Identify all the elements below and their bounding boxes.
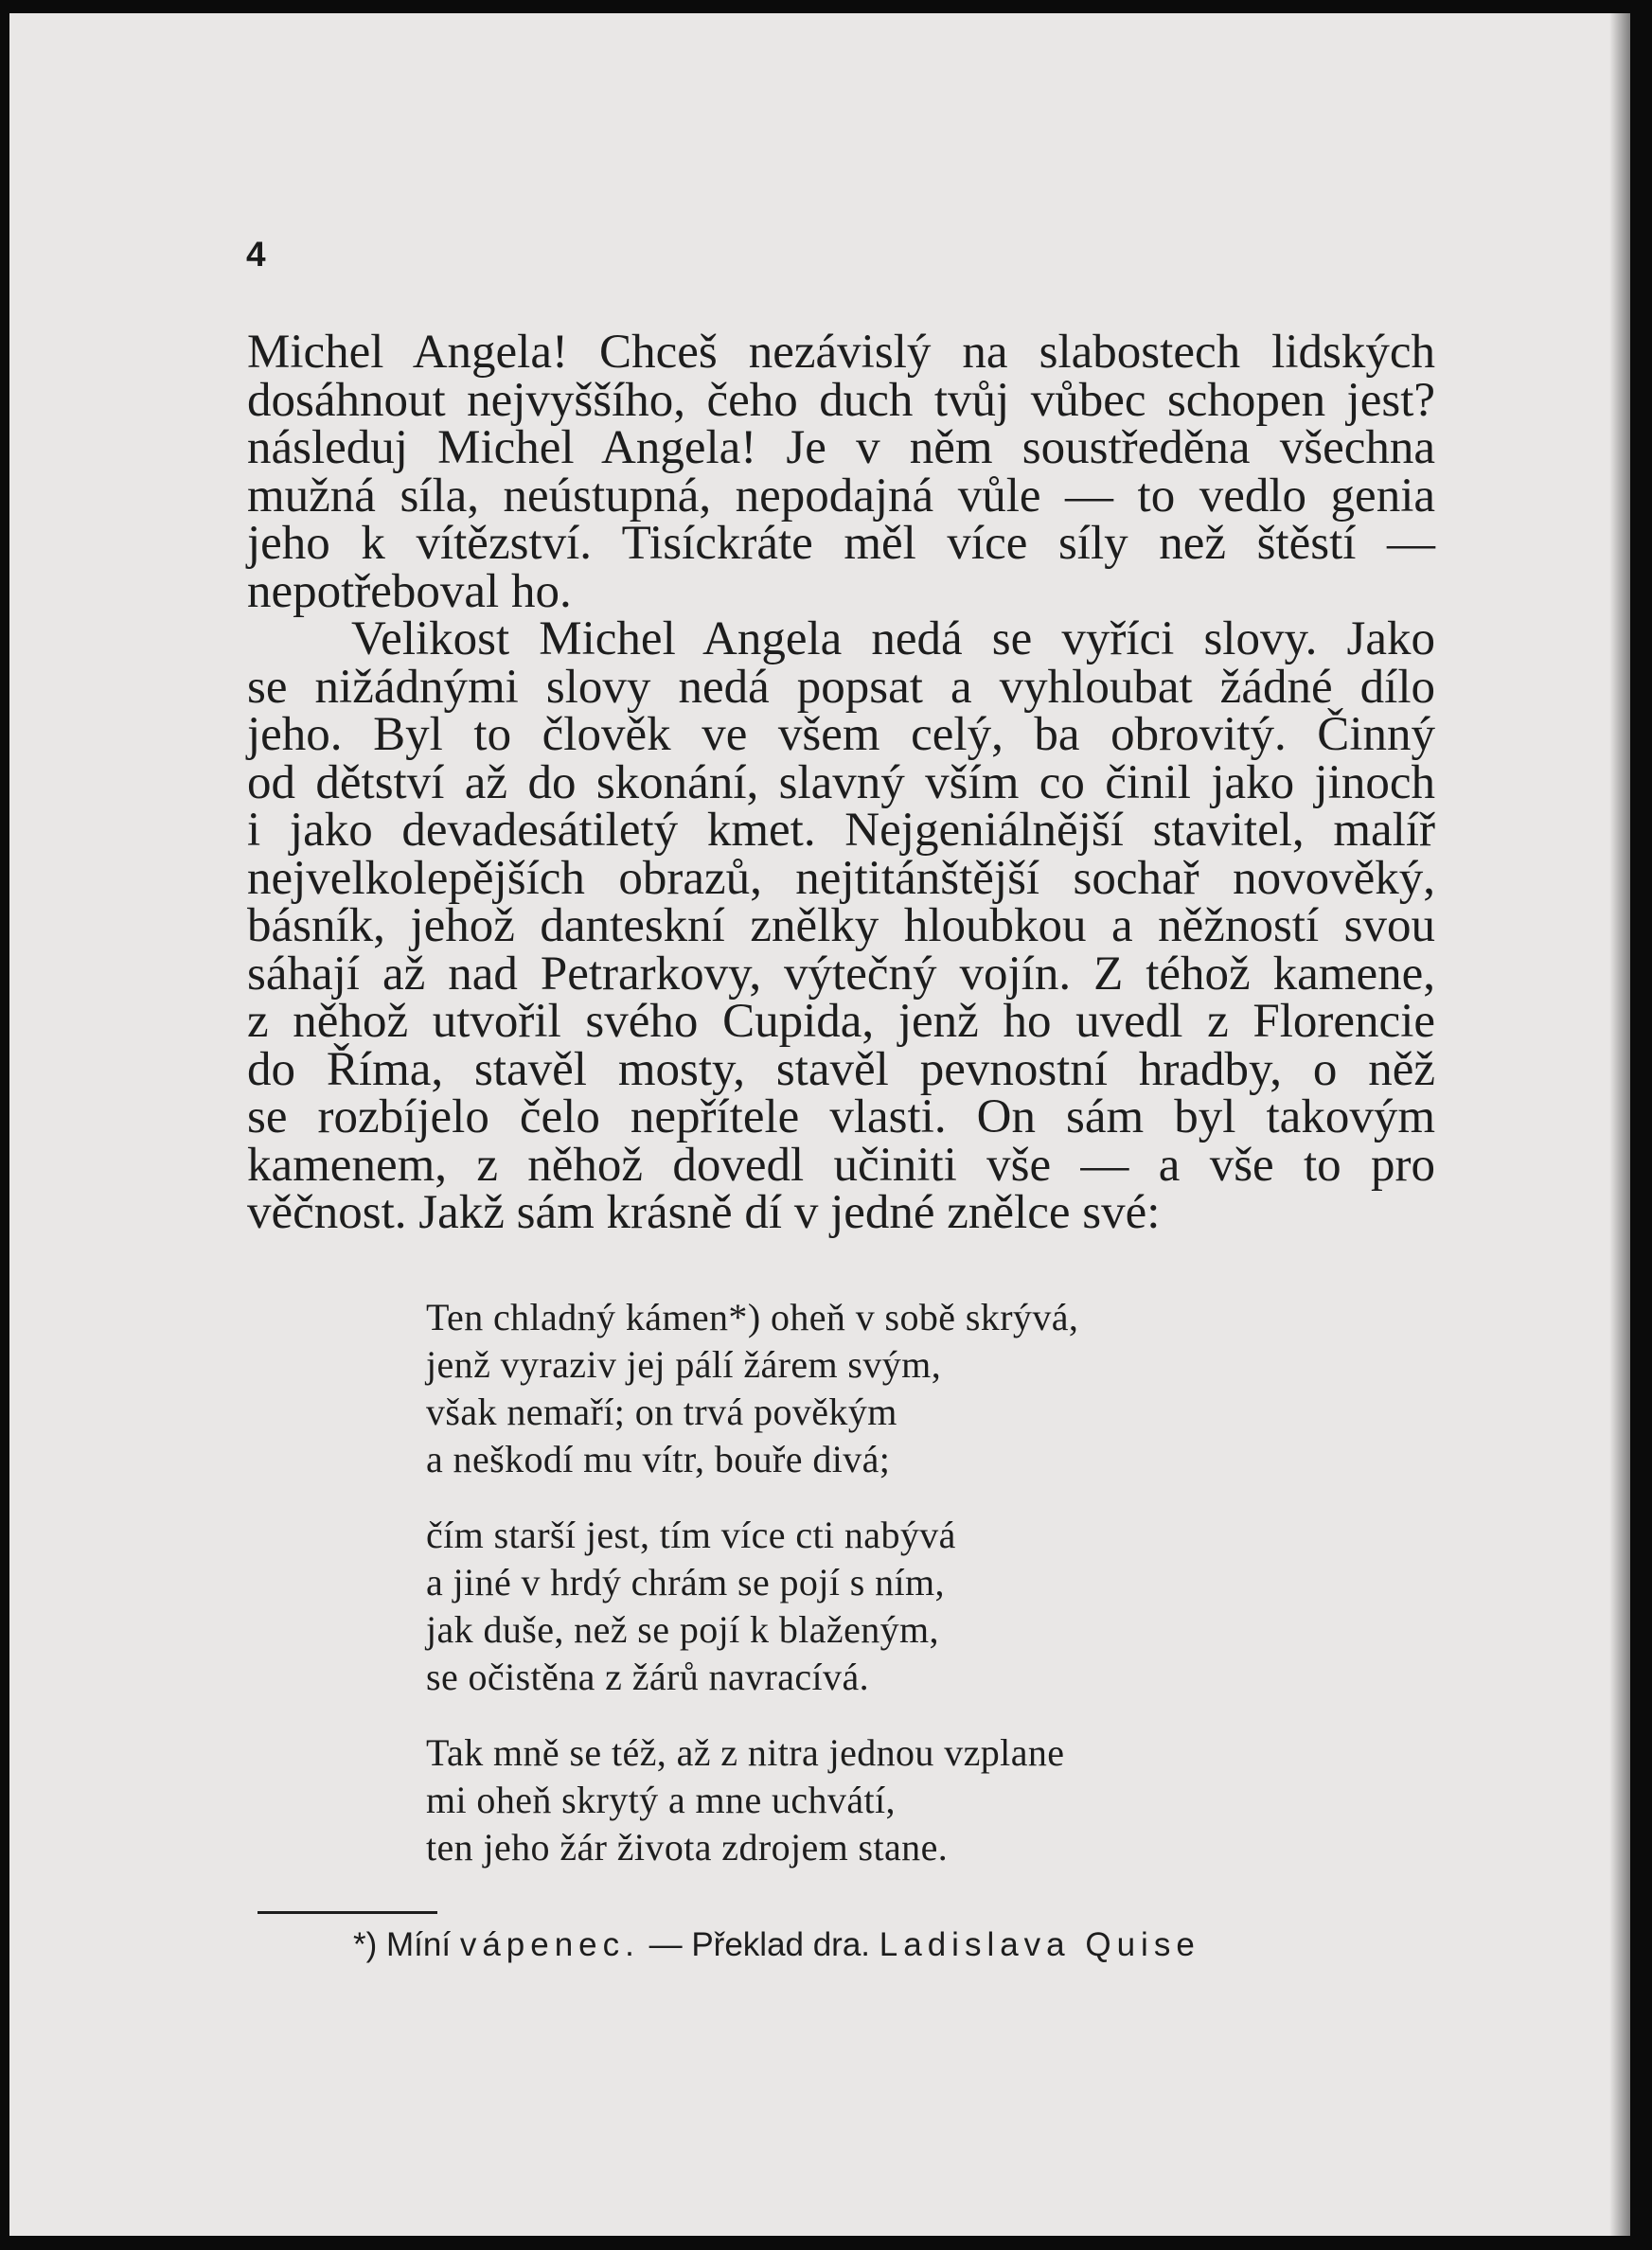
verse-line: a jiné v hrdý chrám se pojí s ním, <box>426 1561 945 1603</box>
verse-line: čím starší jest, tím více cti nabývá <box>426 1514 956 1556</box>
text-line: se rozbíjelo čelo nepřítele vlasti. On sám byl takovým <box>247 1090 1435 1143</box>
text-line: věčnost. Jakž sám krásně dí v jedné znělce své: <box>247 1186 1161 1239</box>
text-line: sáhají až nad Petrarkovy, výtečný vojín. Z téhož kamene, <box>247 947 1435 1001</box>
text-line: následuj Michel Angela! Je v něm soustředěna všechna <box>247 421 1435 474</box>
text-line: nejvelkolepějších obrazů, nejtitánštější sochař novověký, <box>247 851 1435 905</box>
verse-line: mi oheň skrytý a mne uchvátí, <box>426 1779 896 1821</box>
footnote-divider <box>258 1911 437 1914</box>
text-line: jeho k vítězství. Tisíckráte měl více síly než štěstí — <box>247 517 1435 570</box>
text-line: do Říma, stavěl mosty, stavěl pevnostní hradby, o něž <box>247 1042 1435 1096</box>
text-line: jeho. Byl to člověk ve všem celý, ba obrovitý. Činný <box>247 708 1435 761</box>
text-line: básník, jehož danteskní znělky hloubkou a něžností svou <box>247 899 1435 952</box>
verse-line: jak duše, než se pojí k blaženým, <box>426 1608 939 1651</box>
footnote-term: vápenec. <box>459 1926 640 1963</box>
verse-line: se očistěna z žárů navracívá. <box>426 1656 870 1698</box>
verse-line: však nemaří; on trvá pověkým <box>426 1391 897 1433</box>
paragraph-2 <box>247 612 1435 1239</box>
sonnet <box>426 1294 1297 1900</box>
text-line: i jako devadesátiletý kmet. Nejgeniálnější stavitel, malíř <box>247 804 1435 857</box>
text-line: Michel Angela! Chceš nezávislý na slabostech lidských <box>247 326 1435 379</box>
text-line: od dětství až do skonání, slavný vším co činil jako jinoch <box>247 755 1435 809</box>
verse-line: Ten chladný kámen*) oheň v sobě skrývá, <box>426 1296 1079 1338</box>
book-page <box>9 13 1630 2236</box>
verse-line: jenž vyraziv jej pálí žárem svým, <box>426 1343 942 1386</box>
footnote-translation-note: — Překlad dra. <box>639 1926 871 1963</box>
verse-line: a neškodí mu vítr, bouře divá; <box>426 1438 891 1480</box>
footnote-translator: Ladislava Quise <box>879 1926 1200 1963</box>
prose-body <box>247 328 1435 1237</box>
text-line: mužná síla, neústupná, nepodajná vůle — to vedlo genia <box>247 469 1435 523</box>
page-number: 4 <box>246 235 266 274</box>
stanza-3 <box>426 1729 1297 1871</box>
footnote-marker: *) Míní <box>353 1926 452 1963</box>
page-edge-shadow <box>1609 13 1630 2236</box>
footnote <box>353 1926 1200 1964</box>
stanza-1 <box>426 1294 1297 1483</box>
text-line: dosáhnout nejvyššího, čeho duch tvůj vůbec schopen jest? <box>247 373 1435 427</box>
text-line: nepotřeboval ho. <box>247 564 572 618</box>
text-line: kamenem, z něhož dovedl učiniti vše — a vše to pro <box>247 1138 1435 1192</box>
paragraph-1 <box>247 326 1435 618</box>
verse-line: ten jeho žár života zdrojem stane. <box>426 1826 949 1869</box>
text-line: Velikost Michel Angela nedá se vyříci slovy. Jako <box>351 612 1435 665</box>
text-line: z něhož utvořil svého Cupida, jenž ho uvedl z Florencie <box>247 995 1435 1048</box>
text-line: se nižádnými slovy nedá popsat a vyhloubat žádné dílo <box>247 660 1435 714</box>
verse-line: Tak mně se též, až z nitra jednou vzplane <box>426 1731 1065 1774</box>
stanza-2 <box>426 1512 1297 1701</box>
